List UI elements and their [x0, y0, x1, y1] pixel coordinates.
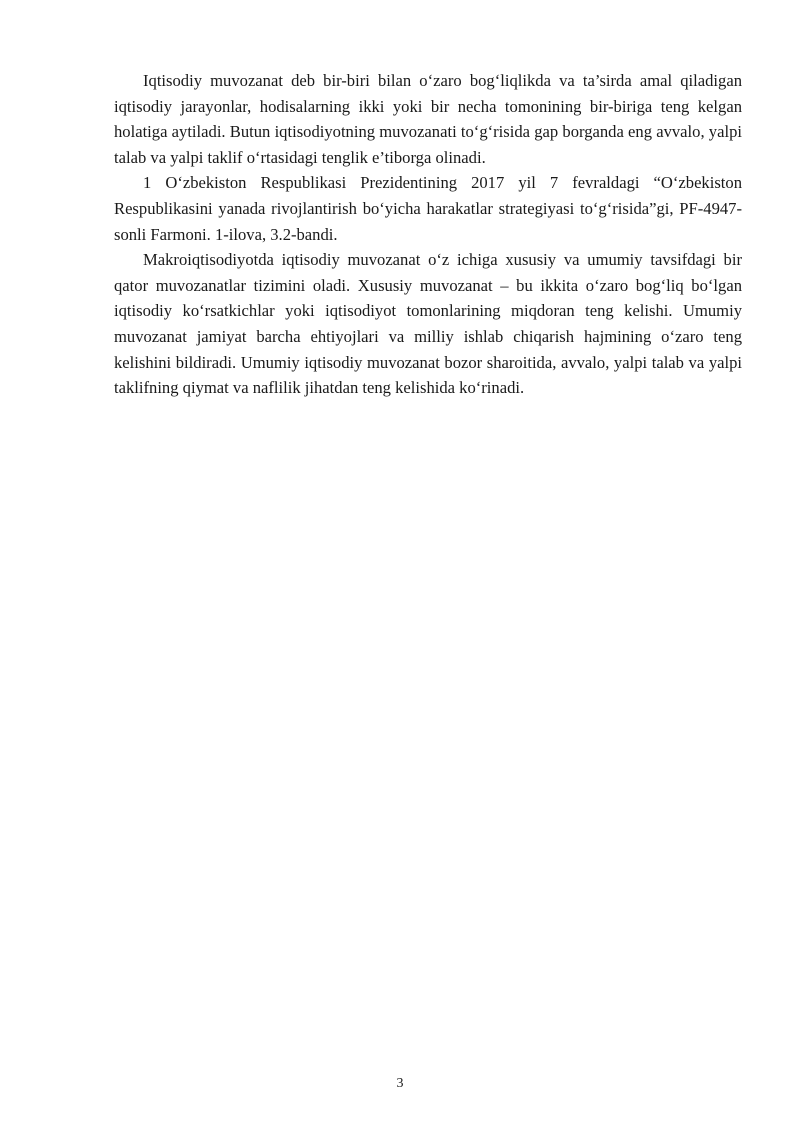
paragraph-economic-equilibrium-definition: Iqtisodiy muvozanat deb bir-biri bilan o‘zaro bog‘liqlikda va ta’sirda amal qiladigan iqtisodiy jarayonlar, hodisalarning ikki yoki bir necha tomonining bir-biriga teng kelgan holatiga aytiladi. Butun iqtisodiyotning muvozanati to‘g‘risida gap borganda eng avvalo, yalpi talab va yalpi taklif o‘rtasidagi tenglik e’tiborga olinadi.: [114, 71, 742, 167]
page-number: 3: [396, 1076, 404, 1091]
footnote-decree-reference: 1 O‘zbekiston Respublikasi Prezidentining 2017 yil 7 fevraldagi “O‘zbekiston Respublikasini yanada rivojlantirish bo‘yicha harakatlar strategiyasi to‘g‘risida”gi, PF-4947-sonli Farmoni. 1-ilova, 3.2-bandi.: [114, 173, 742, 244]
page-body: [114, 68, 742, 401]
paragraph-macroeconomic-equilibrium: Makroiqtisodiyotda iqtisodiy muvozanat o‘z ichiga xususiy va umumiy tavsifdagi bir qator muvozanatlar tizimini oladi. Xususiy muvozanat – bu ikkita o‘zaro bog‘liq bo‘lgan iqtisodiy ko‘rsatkichlar yoki iqtisodiyot tomonlarining miqdoran teng kelishi. Umumiy muvozanat jamiyat barcha ehtiyojlari va milliy ishlab chiqarish hajmining o‘zaro teng kelishini bildiradi. Umumiy iqtisodiy muvozanat bozor sharoitida, avvalo, yalpi talab va yalpi taklifning qiymat va naflilik jihatdan teng kelishida ko‘rinadi.: [114, 250, 742, 398]
